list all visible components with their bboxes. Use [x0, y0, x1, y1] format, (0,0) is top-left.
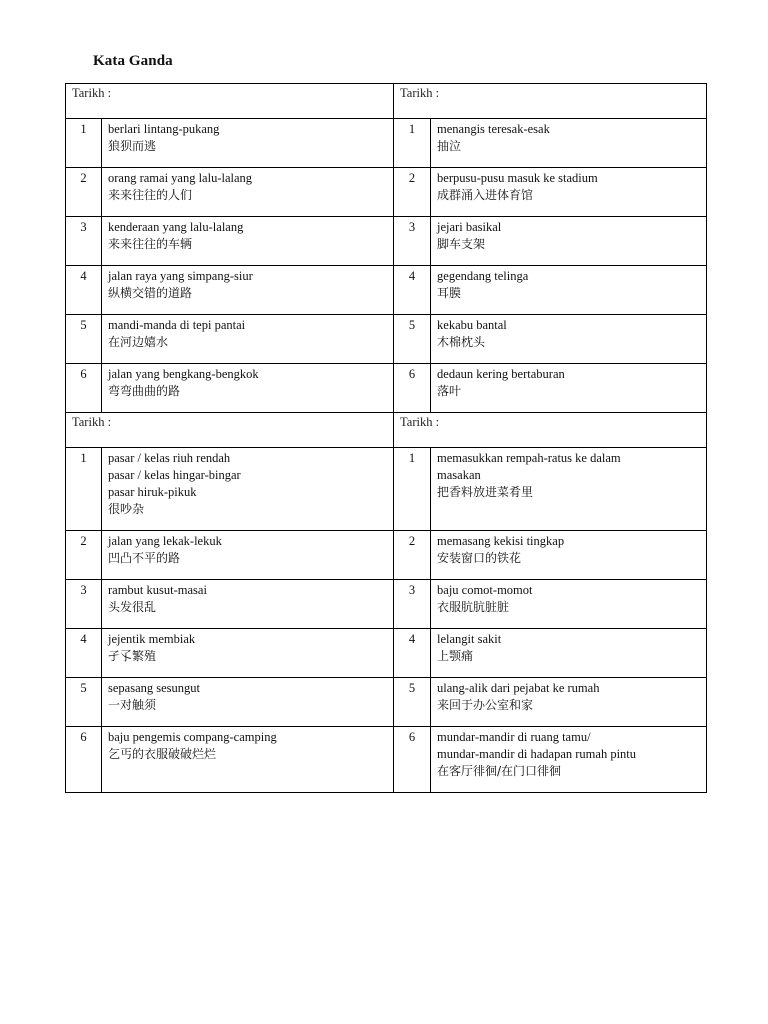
malay-phrase: kenderaan yang lalu-lalang	[108, 220, 244, 234]
malay-phrase: jalan yang bengkang-bengkok	[108, 367, 259, 381]
item-number: 1	[66, 119, 102, 168]
malay-phrase: memasukkan rempah-ratus ke dalam	[437, 451, 621, 465]
item-text-cell	[102, 217, 394, 266]
chinese-translation: 落叶	[437, 384, 462, 398]
item-number: 2	[66, 168, 102, 217]
table-row	[66, 629, 707, 678]
table-row	[66, 266, 707, 315]
item-number: 3	[394, 580, 431, 629]
item-number: 2	[66, 531, 102, 580]
chinese-translation: 衣服肮肮脏脏	[437, 600, 510, 614]
item-number: 4	[394, 629, 431, 678]
item-number: 2	[394, 531, 431, 580]
chinese-translation: 安装窗口的铁花	[437, 551, 522, 565]
item-text-cell	[431, 119, 707, 168]
malay-phrase: pasar hiruk-pikuk	[108, 485, 197, 499]
chinese-translation: 成群涌入进体育馆	[437, 188, 534, 202]
chinese-translation: 来来往往的车辆	[108, 237, 193, 251]
item-text-cell	[102, 678, 394, 727]
chinese-translation: 很吵杂	[108, 502, 145, 516]
chinese-translation: 一对触须	[108, 698, 157, 712]
malay-phrase: lelangit sakit	[437, 632, 502, 646]
malay-phrase: masakan	[437, 468, 481, 482]
tarikh-label-right: Tarikh :	[394, 413, 707, 448]
malay-phrase: jalan raya yang simpang-siur	[108, 269, 253, 283]
item-number: 4	[66, 266, 102, 315]
malay-phrase: dedaun kering bertaburan	[437, 367, 565, 381]
table-row	[66, 727, 707, 793]
item-number: 5	[66, 315, 102, 364]
vocabulary-table	[65, 83, 707, 793]
chinese-translation: 在河边嬉水	[108, 335, 169, 349]
malay-phrase: jejentik membiak	[108, 632, 196, 646]
item-text-cell	[431, 580, 707, 629]
table-row	[66, 119, 707, 168]
item-text-cell	[102, 580, 394, 629]
malay-phrase: mundar-mandir di ruang tamu/	[437, 730, 591, 744]
malay-phrase: rambut kusut-masai	[108, 583, 207, 597]
item-text-cell	[431, 531, 707, 580]
malay-phrase: kekabu bantal	[437, 318, 507, 332]
vocabulary-table-body	[66, 84, 707, 793]
malay-phrase: memasang kekisi tingkap	[437, 534, 565, 548]
item-text-cell	[431, 217, 707, 266]
malay-phrase: baju comot-momot	[437, 583, 533, 597]
chinese-translation: 弯弯曲曲的路	[108, 384, 181, 398]
chinese-translation: 凹凸不平的路	[108, 551, 181, 565]
table-row	[66, 531, 707, 580]
item-number: 1	[394, 448, 431, 531]
table-row	[66, 315, 707, 364]
malay-phrase: pasar / kelas riuh rendah	[108, 451, 231, 465]
malay-phrase: berlari lintang-pukang	[108, 122, 220, 136]
item-number: 6	[394, 364, 431, 413]
item-text-cell	[102, 168, 394, 217]
chinese-translation: 脚车支架	[437, 237, 486, 251]
malay-phrase: menangis teresak-esak	[437, 122, 550, 136]
malay-phrase: ulang-alik dari pejabat ke rumah	[437, 681, 600, 695]
malay-phrase: mundar-mandir di hadapan rumah pintu	[437, 747, 637, 761]
malay-phrase: baju pengemis compang-camping	[108, 730, 277, 744]
chinese-translation: 在客厅徘徊/在门口徘徊	[437, 764, 562, 778]
table-row	[66, 448, 707, 531]
chinese-translation: 抽泣	[437, 139, 462, 153]
item-text-cell	[102, 119, 394, 168]
malay-phrase: jejari basikal	[437, 220, 502, 234]
item-number: 3	[394, 217, 431, 266]
table-row	[66, 580, 707, 629]
item-text-cell	[431, 629, 707, 678]
malay-phrase: jalan yang lekak-lekuk	[108, 534, 222, 548]
item-number: 6	[66, 727, 102, 793]
malay-phrase: sepasang sesungut	[108, 681, 200, 695]
item-number: 5	[66, 678, 102, 727]
malay-phrase: orang ramai yang lalu-lalang	[108, 171, 253, 185]
item-text-cell	[431, 168, 707, 217]
item-number: 5	[394, 315, 431, 364]
chinese-translation: 耳膜	[437, 286, 462, 300]
item-text-cell	[431, 266, 707, 315]
chinese-translation: 孑孓繁殖	[108, 649, 157, 663]
item-text-cell	[102, 448, 394, 531]
tarikh-row	[66, 84, 707, 119]
item-text-cell	[102, 629, 394, 678]
chinese-translation: 把香料放进菜肴里	[437, 485, 534, 499]
item-text-cell	[102, 364, 394, 413]
item-number: 4	[394, 266, 431, 315]
item-text-cell	[102, 315, 394, 364]
malay-phrase: gegendang telinga	[437, 269, 529, 283]
item-number: 5	[394, 678, 431, 727]
item-text-cell	[102, 727, 394, 793]
item-number: 1	[394, 119, 431, 168]
chinese-translation: 木棉枕头	[437, 335, 486, 349]
item-number: 6	[66, 364, 102, 413]
table-row	[66, 217, 707, 266]
table-row	[66, 364, 707, 413]
tarikh-label-right: Tarikh :	[394, 84, 707, 119]
item-text-cell	[102, 531, 394, 580]
malay-phrase: berpusu-pusu masuk ke stadium	[437, 171, 598, 185]
document-title: Kata Ganda	[93, 53, 173, 69]
table-row	[66, 168, 707, 217]
malay-phrase: pasar / kelas hingar-bingar	[108, 468, 241, 482]
item-number: 3	[66, 580, 102, 629]
item-text-cell	[431, 315, 707, 364]
item-number: 4	[66, 629, 102, 678]
tarikh-row	[66, 413, 707, 448]
chinese-translation: 乞丐的衣服破破烂烂	[108, 747, 217, 761]
chinese-translation: 来回于办公室和家	[437, 698, 534, 712]
item-text-cell	[102, 266, 394, 315]
item-number: 6	[394, 727, 431, 793]
item-text-cell	[431, 678, 707, 727]
chinese-translation: 上颚痛	[437, 649, 474, 663]
chinese-translation: 纵横交错的道路	[108, 286, 193, 300]
chinese-translation: 狼狈而逃	[108, 139, 157, 153]
item-number: 3	[66, 217, 102, 266]
chinese-translation: 来来往往的人们	[108, 188, 193, 202]
item-number: 2	[394, 168, 431, 217]
table-row	[66, 678, 707, 727]
malay-phrase: mandi-manda di tepi pantai	[108, 318, 246, 332]
item-text-cell	[431, 364, 707, 413]
chinese-translation: 头发很乱	[108, 600, 157, 614]
item-text-cell	[431, 448, 707, 531]
tarikh-label-left: Tarikh :	[66, 413, 394, 448]
item-text-cell	[431, 727, 707, 793]
item-number: 1	[66, 448, 102, 531]
tarikh-label-left: Tarikh :	[66, 84, 394, 119]
